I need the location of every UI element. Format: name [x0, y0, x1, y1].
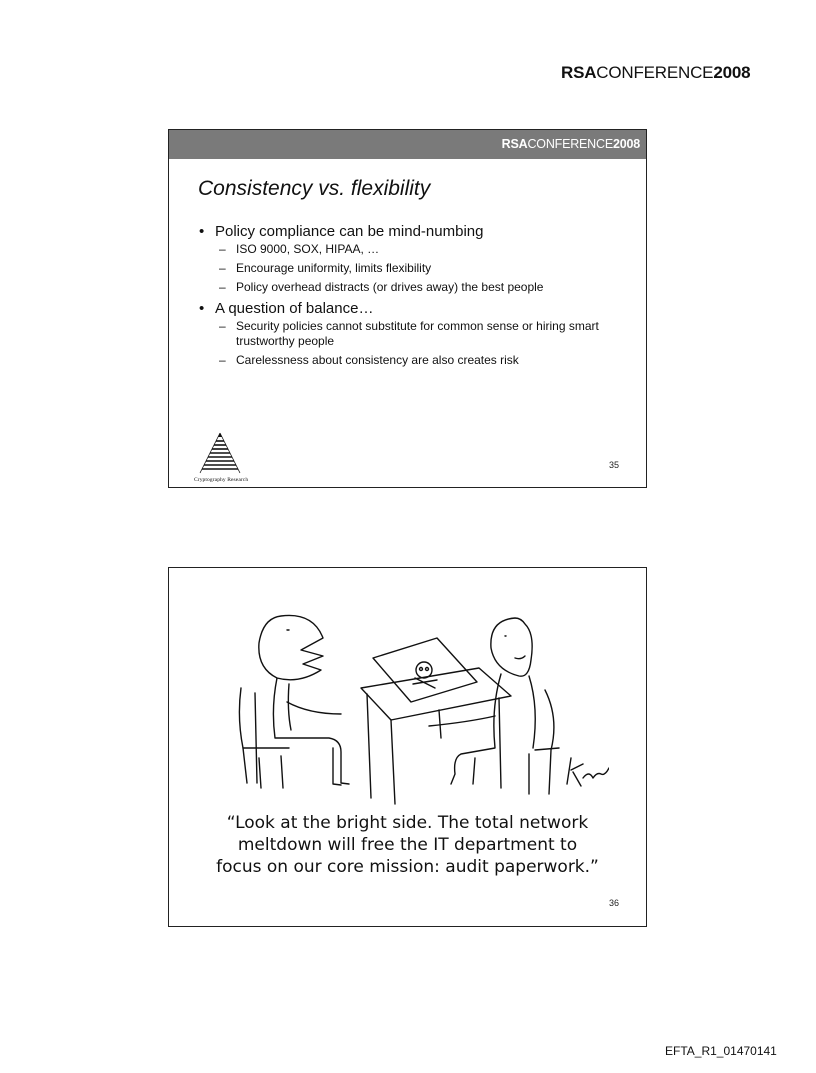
cartoon-caption — [169, 812, 646, 878]
caption-line: focus on our core mission: audit paperwork.” — [216, 857, 599, 877]
bullet-item — [197, 222, 637, 295]
sub-bullet-item: – Encourage uniformity, limits flexibility — [215, 261, 637, 276]
document-id: EFTA_R1_01470141 — [665, 1044, 777, 1058]
sub-bullet-item: – Policy overhead distracts (or drives away) the best people — [215, 280, 637, 295]
cartoon-drawing — [229, 598, 609, 818]
sub-bullet-list — [215, 242, 637, 295]
slide-header-bar — [169, 130, 646, 159]
bullet-list — [197, 220, 637, 372]
sub-bullet-item: – ISO 9000, SOX, HIPAA, … — [215, 242, 637, 257]
slide-title: Consistency vs. flexibility — [198, 177, 431, 200]
sub-bullet-item: – Security policies cannot substitute for common sense or hiring smart trustworthy people — [215, 319, 637, 349]
sub-bullet-item: – Carelessness about consistency are also creates risk — [215, 353, 637, 368]
logo-rsa-text: RSA — [561, 63, 597, 82]
slide-number: 35 — [609, 460, 620, 470]
cryptography-research-text: Cryptography Research — [194, 477, 249, 483]
cryptography-research-logo — [194, 431, 250, 483]
logo-year-text: 2008 — [713, 63, 751, 82]
slide-36 — [168, 567, 647, 927]
pyramid-icon — [198, 431, 242, 475]
sub-bullet-list — [215, 319, 637, 368]
page-rsa-conference-logo — [561, 63, 750, 83]
logo-year-text: 2008 — [612, 137, 640, 151]
bullet-item — [197, 299, 637, 368]
logo-rsa-text: RSA — [501, 137, 528, 151]
logo-conference-text: CONFERENCE — [596, 63, 714, 82]
slide-rsa-conference-logo — [502, 137, 640, 151]
slide-35 — [168, 129, 647, 488]
slide-number: 36 — [609, 898, 620, 908]
caption-line: “Look at the bright side. The total network — [226, 813, 589, 833]
caption-line: meltdown will free the IT department to — [237, 835, 578, 855]
logo-conference-text: CONFERENCE — [527, 137, 613, 151]
bullet-text: Policy compliance can be mind-numbing — [215, 223, 484, 240]
bullet-text: A question of balance… — [215, 300, 374, 317]
